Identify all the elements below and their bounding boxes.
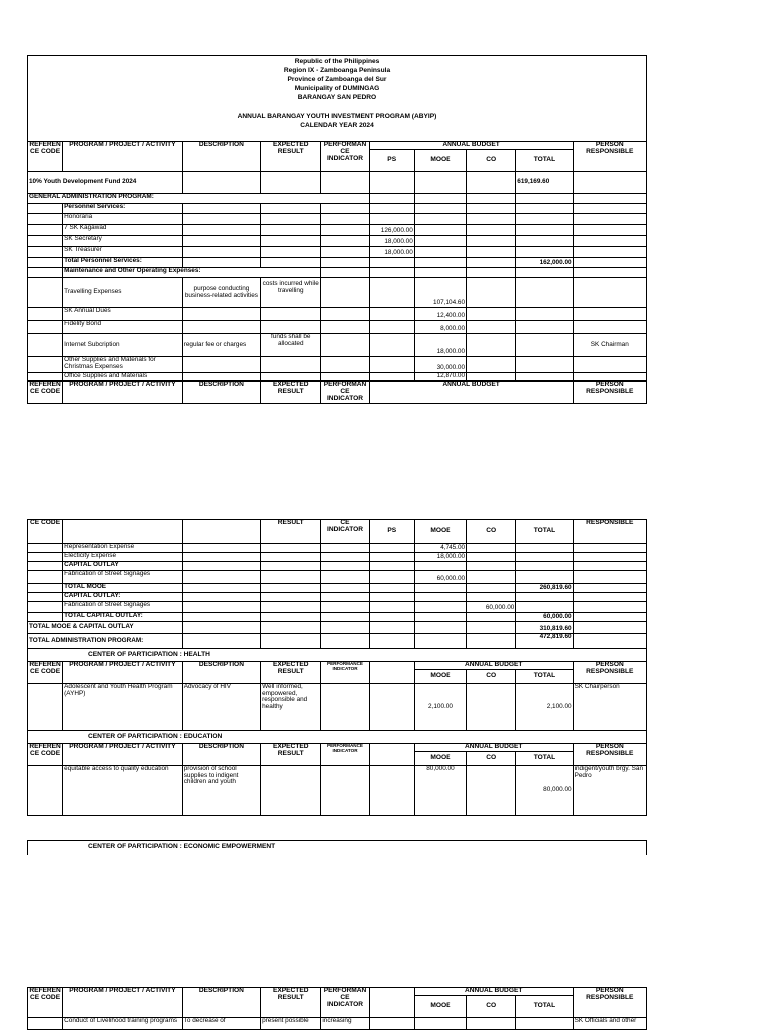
education-person: indigent/youth brgy. San Pedro [573,766,646,816]
total-mooe-value: 260,819.60 [516,584,573,593]
youth-fund-total: 619,169.60 [516,172,573,194]
header-performance-indicator: PERFORMAN CE INDICATOR [321,988,369,1018]
budget-table-page-3 [27,987,647,1030]
header-person-responsible: PERSON RESPONSIBLE [573,382,646,404]
header-ps: PS [369,150,414,172]
ps-item-value: 18,000.00 [369,236,414,247]
signage-label: Fabrication of Street Signages [63,602,183,613]
table-row [28,357,647,373]
internet-description: regular fee or charges [182,334,260,357]
youth-fund-label: 10% Youth Development Fund 2024 [28,172,183,194]
total-admin-label: TOTAL ADMINISTRATION PROGRAM: [28,634,183,649]
header-total: TOTAL [516,752,573,766]
table-row [28,634,647,649]
budget-table-page-1 [27,141,647,381]
header-program-project-activity: PROGRAM / PROJECT / ACTIVITY [63,744,183,766]
internet-mooe: 18,000.00 [414,334,466,357]
header-person-responsible: RESPONSIBLE [573,520,646,544]
header-total: TOTAL [516,520,573,544]
office-label: Office Supplies and Materials [63,373,183,381]
table-row [28,766,647,816]
table-row [28,571,647,584]
total-co-value: 60,000.00 [516,613,573,622]
header-mooe: MOOE [414,150,466,172]
header-description: DESCRIPTION [182,988,260,1018]
table-row [28,602,647,613]
elec-mooe: 18,000.00 [414,553,466,562]
education-mooe: 80,000.00 [414,766,466,816]
table-row [28,278,647,308]
table-row [28,622,647,634]
table-row [28,553,647,562]
health-ppa: Adolescent and Youth Health Program (AYHP) [63,684,183,731]
ps-item-label: SK Secretary [63,236,183,247]
education-ppa: equitable access to quality education [63,766,183,816]
supplies-mooe: 30,000.00 [414,357,466,373]
table-row [28,268,647,278]
header-person-responsible: PERSON RESPONSIBLE [573,988,646,1018]
total-co-label: TOTAL CAPITAL OUTLAY: [63,613,183,622]
total-mooe-co-label: TOTAL MOOE & CAPITAL OUTLAY [28,622,183,634]
header-mooe: MOOE [414,996,466,1018]
document-title-block [27,55,647,141]
supplies-label: Other Supplies and Materials for Christmas Expenses [63,357,183,373]
signage-co: 60,000.00 [467,602,516,613]
header-expected-result: EXPECTED RESULT [261,382,321,404]
header-annual-budget: ANNUAL BUDGET [369,382,573,404]
header-expected-result: EXPECTED RESULT [261,142,321,172]
travel-label: Travelling Expenses [63,278,183,308]
travel-description: purpose conducting business-related activities [182,278,260,308]
total-mooe-co-value: 310,819.60 [516,622,573,634]
table-row [28,649,647,662]
table-row [28,247,647,258]
table-row [28,1018,647,1030]
total-ps-value: 162,000.00 [516,258,573,268]
header-annual-budget: ANNUAL BUDGET [414,744,573,752]
table-row [28,684,647,731]
header-person-responsible: PERSON RESPONSIBLE [573,662,646,684]
table-row [28,258,647,268]
dues-mooe: 12,400.00 [414,308,466,321]
total-admin-value: 472,819.60 [516,634,573,649]
header-co: CO [467,996,516,1018]
dues-label: SK Annual Dues [63,308,183,321]
total-ps-label: Total Personnel Services: [63,258,183,268]
ps-item-value: 18,000.00 [369,247,414,258]
header-mooe: MOOE [414,752,466,766]
title-line-region: Region IX - Zamboanga Peninsula [283,67,391,74]
header-description: DESCRIPTION [182,662,260,684]
education-description: provision of school supplies to indigent children and youth [182,766,260,816]
header-co: CO [467,150,516,172]
header-total: TOTAL [516,150,573,172]
table-row [28,225,647,236]
economic-performance-indicator: increasing [321,1018,369,1030]
economic-description: To decrease of [182,1018,260,1030]
header-performance-indicator: CE INDICATOR [321,520,369,544]
mooe-label: Maintenance and Other Operating Expenses: [63,268,321,278]
budget-table-page-2 [27,519,647,816]
header-reference-code: REFEREN CE CODE [28,662,63,684]
header-reference-code: CE CODE [28,520,63,544]
header-program-project-activity: PROGRAM / PROJECT / ACTIVITY [63,988,183,1018]
header-reference-code: REFEREN CE CODE [28,142,63,172]
calendar-year: CALENDAR YEAR 2024 [300,122,374,129]
abyip-page-1 [27,55,647,402]
total-mooe-label: TOTAL MOOE [63,584,183,593]
economic-expected-result: present possible [261,1018,321,1030]
table-row [28,172,647,194]
header-annual-budget: ANNUAL BUDGET [369,142,573,150]
header-co: CO [467,752,516,766]
header-mooe: MOOE [414,520,466,544]
table-row [28,321,647,334]
header-total: TOTAL [516,670,573,684]
header-reference-code: REFEREN CE CODE [28,744,63,766]
center-of-participation-education: CENTER OF PARTICIPATION : EDUCATION [28,731,647,744]
ps-item-label: 7 SK Kagawad [63,225,183,236]
center-of-participation-health: CENTER OF PARTICIPATION : HEALTH [28,649,647,662]
header-annual-budget: ANNUAL BUDGET [414,988,573,996]
economic-person: SK Officials and other [573,1018,646,1030]
rep-mooe: 4,745.00 [414,544,466,553]
header-expected-result: RESULT [261,520,321,544]
personnel-label: Personnel Services: [63,204,183,214]
table-row [28,544,647,553]
table-row [28,194,647,204]
header-ps: PS [369,520,414,544]
economic-ppa: Conduct of Livelihood training programs [63,1018,183,1030]
table-row [28,584,647,593]
honoraria-label: Honoraria [63,214,183,225]
header-performance-indicator: PERFORMAN CE INDICATOR [321,142,369,172]
header-program-project-activity: PROGRAM / PROJECT / ACTIVITY [63,662,183,684]
health-description: Advocacy of HIV [182,684,260,731]
header-performance-indicator: PERFORMANCE INDICATOR [321,744,369,766]
abyip-page-3 [27,987,647,1030]
title-line-barangay: BARANGAY SAN PEDRO [297,94,377,101]
header-person-responsible: PERSON RESPONSIBLE [573,142,646,172]
health-person: SK Chairperson [573,684,646,731]
header-expected-result: EXPECTED RESULT [261,662,321,684]
header-expected-result: EXPECTED RESULT [261,988,321,1018]
header-reference-code: REFEREN CE CODE [28,988,63,1018]
elec-label: Electicity Expense [63,553,183,562]
internet-result: funds shall be allocated [261,334,321,357]
title-line-municipality: Municipality of DUMINGAG [294,85,380,92]
capital-outlay-label: CAPITAL OUTLAY [63,562,183,571]
gap-label: GENERAL ADMINISTRATION PROGRAM: [28,194,370,204]
office-mooe: 12,870.00 [414,373,466,381]
capital-outlay-label: CAPITAL OUTLAY: [63,593,183,602]
health-mooe: 2,100.00 [414,684,466,731]
header-co: CO [467,520,516,544]
table-row [28,308,647,321]
rep-label: Representation Expense [63,544,183,553]
internet-label: Internet Subcription [63,334,183,357]
travel-mooe: 107,104.60 [414,278,466,308]
header-program-project-activity: PROGRAM / PROJECT / ACTIVITY [63,382,183,404]
signage-mooe: 60,000.00 [414,571,466,584]
table-row [28,204,647,214]
center-of-participation-economic: CENTER OF PARTICIPATION : ECONOMIC EMPOWERMENT [27,840,647,855]
header-program-project-activity: PROGRAM / PROJECT / ACTIVITY [63,142,183,172]
travel-result: costs incurred while travelling [261,278,321,308]
header-person-responsible: PERSON RESPONSIBLE [573,744,646,766]
bond-label: Fidelity Bond [63,321,183,334]
header-performance-indicator: PERFORMAN CE INDICATOR [321,382,369,404]
page-1-cut-header [27,381,647,402]
ps-item-label: SK Treasurer [63,247,183,258]
title-line-republic: Republic of the Philippines [294,58,380,65]
health-total: 2,100.00 [516,684,573,731]
ps-item-value: 126,000.00 [369,225,414,236]
title-line-province: Province of Zamboanga del Sur [287,76,387,83]
table-row [28,214,647,225]
abyip-page-2 [27,519,647,855]
header-performance-indicator: PERFORMANCE INDICATOR [321,662,369,684]
header-description: DESCRIPTION [182,382,260,404]
header-expected-result: EXPECTED RESULT [261,744,321,766]
header-description: DESCRIPTION [182,744,260,766]
bond-mooe: 8,000.00 [414,321,466,334]
table-row [28,236,647,247]
signage-label: Fabrication of Street Signages [63,571,183,584]
health-expected-result: Well informed, empowered, responsible and healthy [261,684,321,731]
program-title: ANNUAL BARANGAY YOUTH INVESTMENT PROGRAM (ABYIP) [237,113,437,120]
header-co: CO [467,670,516,684]
internet-person: SK Chairman [573,334,646,357]
header-reference-code: REFEREN CE CODE [28,382,63,404]
table-row [28,373,647,381]
header-mooe: MOOE [414,670,466,684]
table-row [28,334,647,357]
header-description: DESCRIPTION [182,142,260,172]
header-annual-budget: ANNUAL BUDGET [414,662,573,670]
table-row [28,731,647,744]
table-row [28,613,647,622]
education-total: 80,000.00 [516,766,573,816]
header-total: TOTAL [516,996,573,1018]
